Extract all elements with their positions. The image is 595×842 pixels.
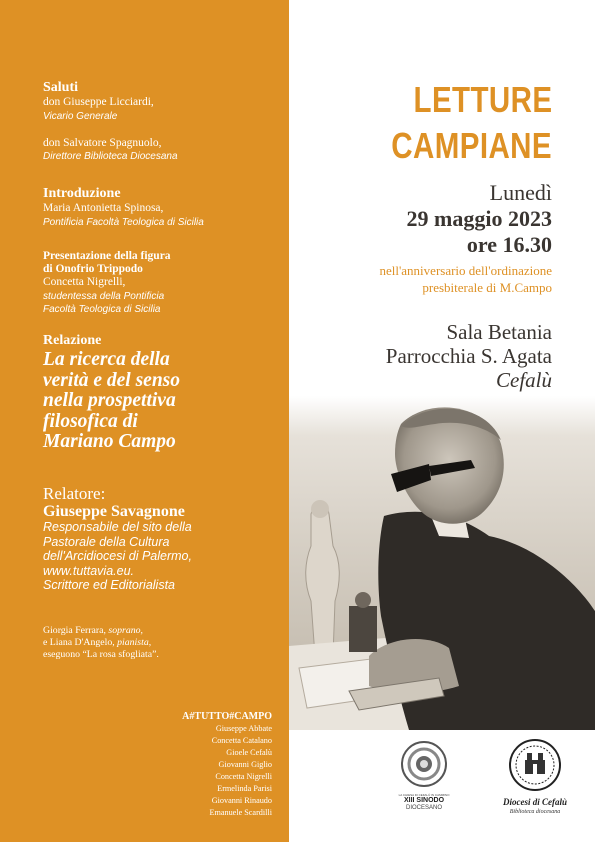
left-panel <box>0 0 289 842</box>
anniversary-line-2: presbiterale di M.Campo <box>422 280 552 295</box>
anniversary-line-1: nell'anniversario dell'ordinazione <box>379 263 552 278</box>
introduzione-heading: Introduzione <box>43 186 121 201</box>
portrait-photo-image <box>289 396 595 730</box>
relazione-title-line-5: Mariano Campo <box>43 431 176 452</box>
credit-name: Giovanni Rinaudo <box>211 796 272 805</box>
credit-name: Giovanni Giglio <box>218 760 272 769</box>
relazione-title-line-2: verità e del senso <box>43 369 181 391</box>
synod-sub: DIOCESANO <box>405 805 442 811</box>
relazione-title-line-4: filosofica di <box>43 410 138 432</box>
music-performer-1: Giorgia Ferrara, <box>43 625 109 636</box>
saluti-section <box>43 80 283 163</box>
synod-small-text: LA CHIESA DI CEFALÙ IN CAMMINO <box>398 793 450 797</box>
saluti-name-2: don Salvatore Spagnuolo, <box>43 136 162 149</box>
credit-name: Gioele Cefalù <box>226 748 272 757</box>
relatore-website: www.tuttavia.eu. <box>43 563 135 578</box>
diocesi-name: Diocesi di Cefalù <box>503 797 567 807</box>
synod-logo <box>394 740 454 818</box>
diocesi-logo <box>495 738 575 828</box>
relatore-heading: Relatore: <box>43 484 106 503</box>
presentazione-role-2: Facoltà Teologica di Sicilia <box>43 303 161 315</box>
relatore-name: Giuseppe Savagnone <box>43 503 185 520</box>
tutto-campo-credits <box>72 711 272 819</box>
portrait-photo <box>289 396 595 730</box>
introduzione-name: Maria Antonietta Spinosa, <box>43 202 164 214</box>
tutto-campo-title: A#TUTTO#CAMPO <box>182 711 272 722</box>
relatore-desc-5: Scrittore ed Editorialista <box>43 578 176 592</box>
music-comma-1: , <box>140 625 143 636</box>
venue-line-3: Cefalù <box>496 368 552 392</box>
title-line-1: LETTURE <box>413 79 552 120</box>
relatore-desc-3: dell'Arcidiocesi di Palermo, <box>43 549 192 563</box>
music-line-1 <box>43 625 283 637</box>
music-role-1: soprano <box>108 625 141 636</box>
logos-area <box>289 732 595 842</box>
diocesi-seal-icon <box>508 738 562 792</box>
saluti-heading: Saluti <box>43 80 79 95</box>
relatore-section <box>43 485 283 593</box>
presentazione-role-1: studentessa della Pontificia <box>43 290 165 302</box>
presentazione-heading-1: Presentazione della figura <box>43 250 171 262</box>
music-section <box>43 625 283 661</box>
saluti-role-2: Direttore Biblioteca Diocesana <box>43 151 178 162</box>
credit-name: Concetta Catalano <box>211 736 272 745</box>
credit-name: Ermelinda Parisi <box>217 784 272 793</box>
relazione-title-line-1: La ricerca della <box>43 349 170 370</box>
credit-name: Emanuele Scardilli <box>209 808 272 817</box>
event-time: ore 16.30 <box>466 232 552 257</box>
venue-line-1: Sala Betania <box>446 320 552 344</box>
introduzione-section <box>43 186 283 229</box>
introduzione-role: Pontificia Facoltà Teologica di Sicilia <box>43 216 204 228</box>
music-role-2: pianista <box>117 637 149 648</box>
saluti-role-1: Vicario Generale <box>43 110 118 122</box>
venue-line-2: Parrocchia S. Agata <box>385 344 552 368</box>
relazione-title-line-3: nella prospettiva <box>43 390 176 411</box>
relatore-desc-1: Responsabile del sito della <box>43 520 192 534</box>
relatore-desc-2: Pastorale della Cultura <box>43 534 170 549</box>
presentazione-name: Concetta Nigrelli, <box>43 276 126 288</box>
presentazione-section <box>43 249 283 316</box>
credit-name: Concetta Nigrelli <box>215 772 272 781</box>
music-comma-2: , <box>148 637 152 648</box>
synod-emblem-icon <box>400 740 448 788</box>
relazione-heading: Relazione <box>43 333 102 348</box>
music-line-2 <box>43 637 283 649</box>
diocesi-sub: Biblioteca diocesana <box>509 809 561 815</box>
saluti-name-1: don Giuseppe Licciardi, <box>43 96 154 108</box>
event-day: Lunedì <box>489 180 552 205</box>
music-line-3: eseguono “La rosa sfogliata”. <box>43 649 159 660</box>
event-date: 29 maggio 2023 <box>406 206 552 231</box>
relazione-section <box>43 333 283 453</box>
title-line-2: CAMPIANE <box>391 125 552 166</box>
credit-name: Giuseppe Abbate <box>215 724 272 733</box>
presentazione-heading-2: di Onofrio Trippodo <box>43 263 143 275</box>
music-performer-2: e Liana D'Angelo, <box>43 637 118 648</box>
right-panel <box>289 0 595 842</box>
synod-brand: XIII SINODO <box>403 797 445 804</box>
